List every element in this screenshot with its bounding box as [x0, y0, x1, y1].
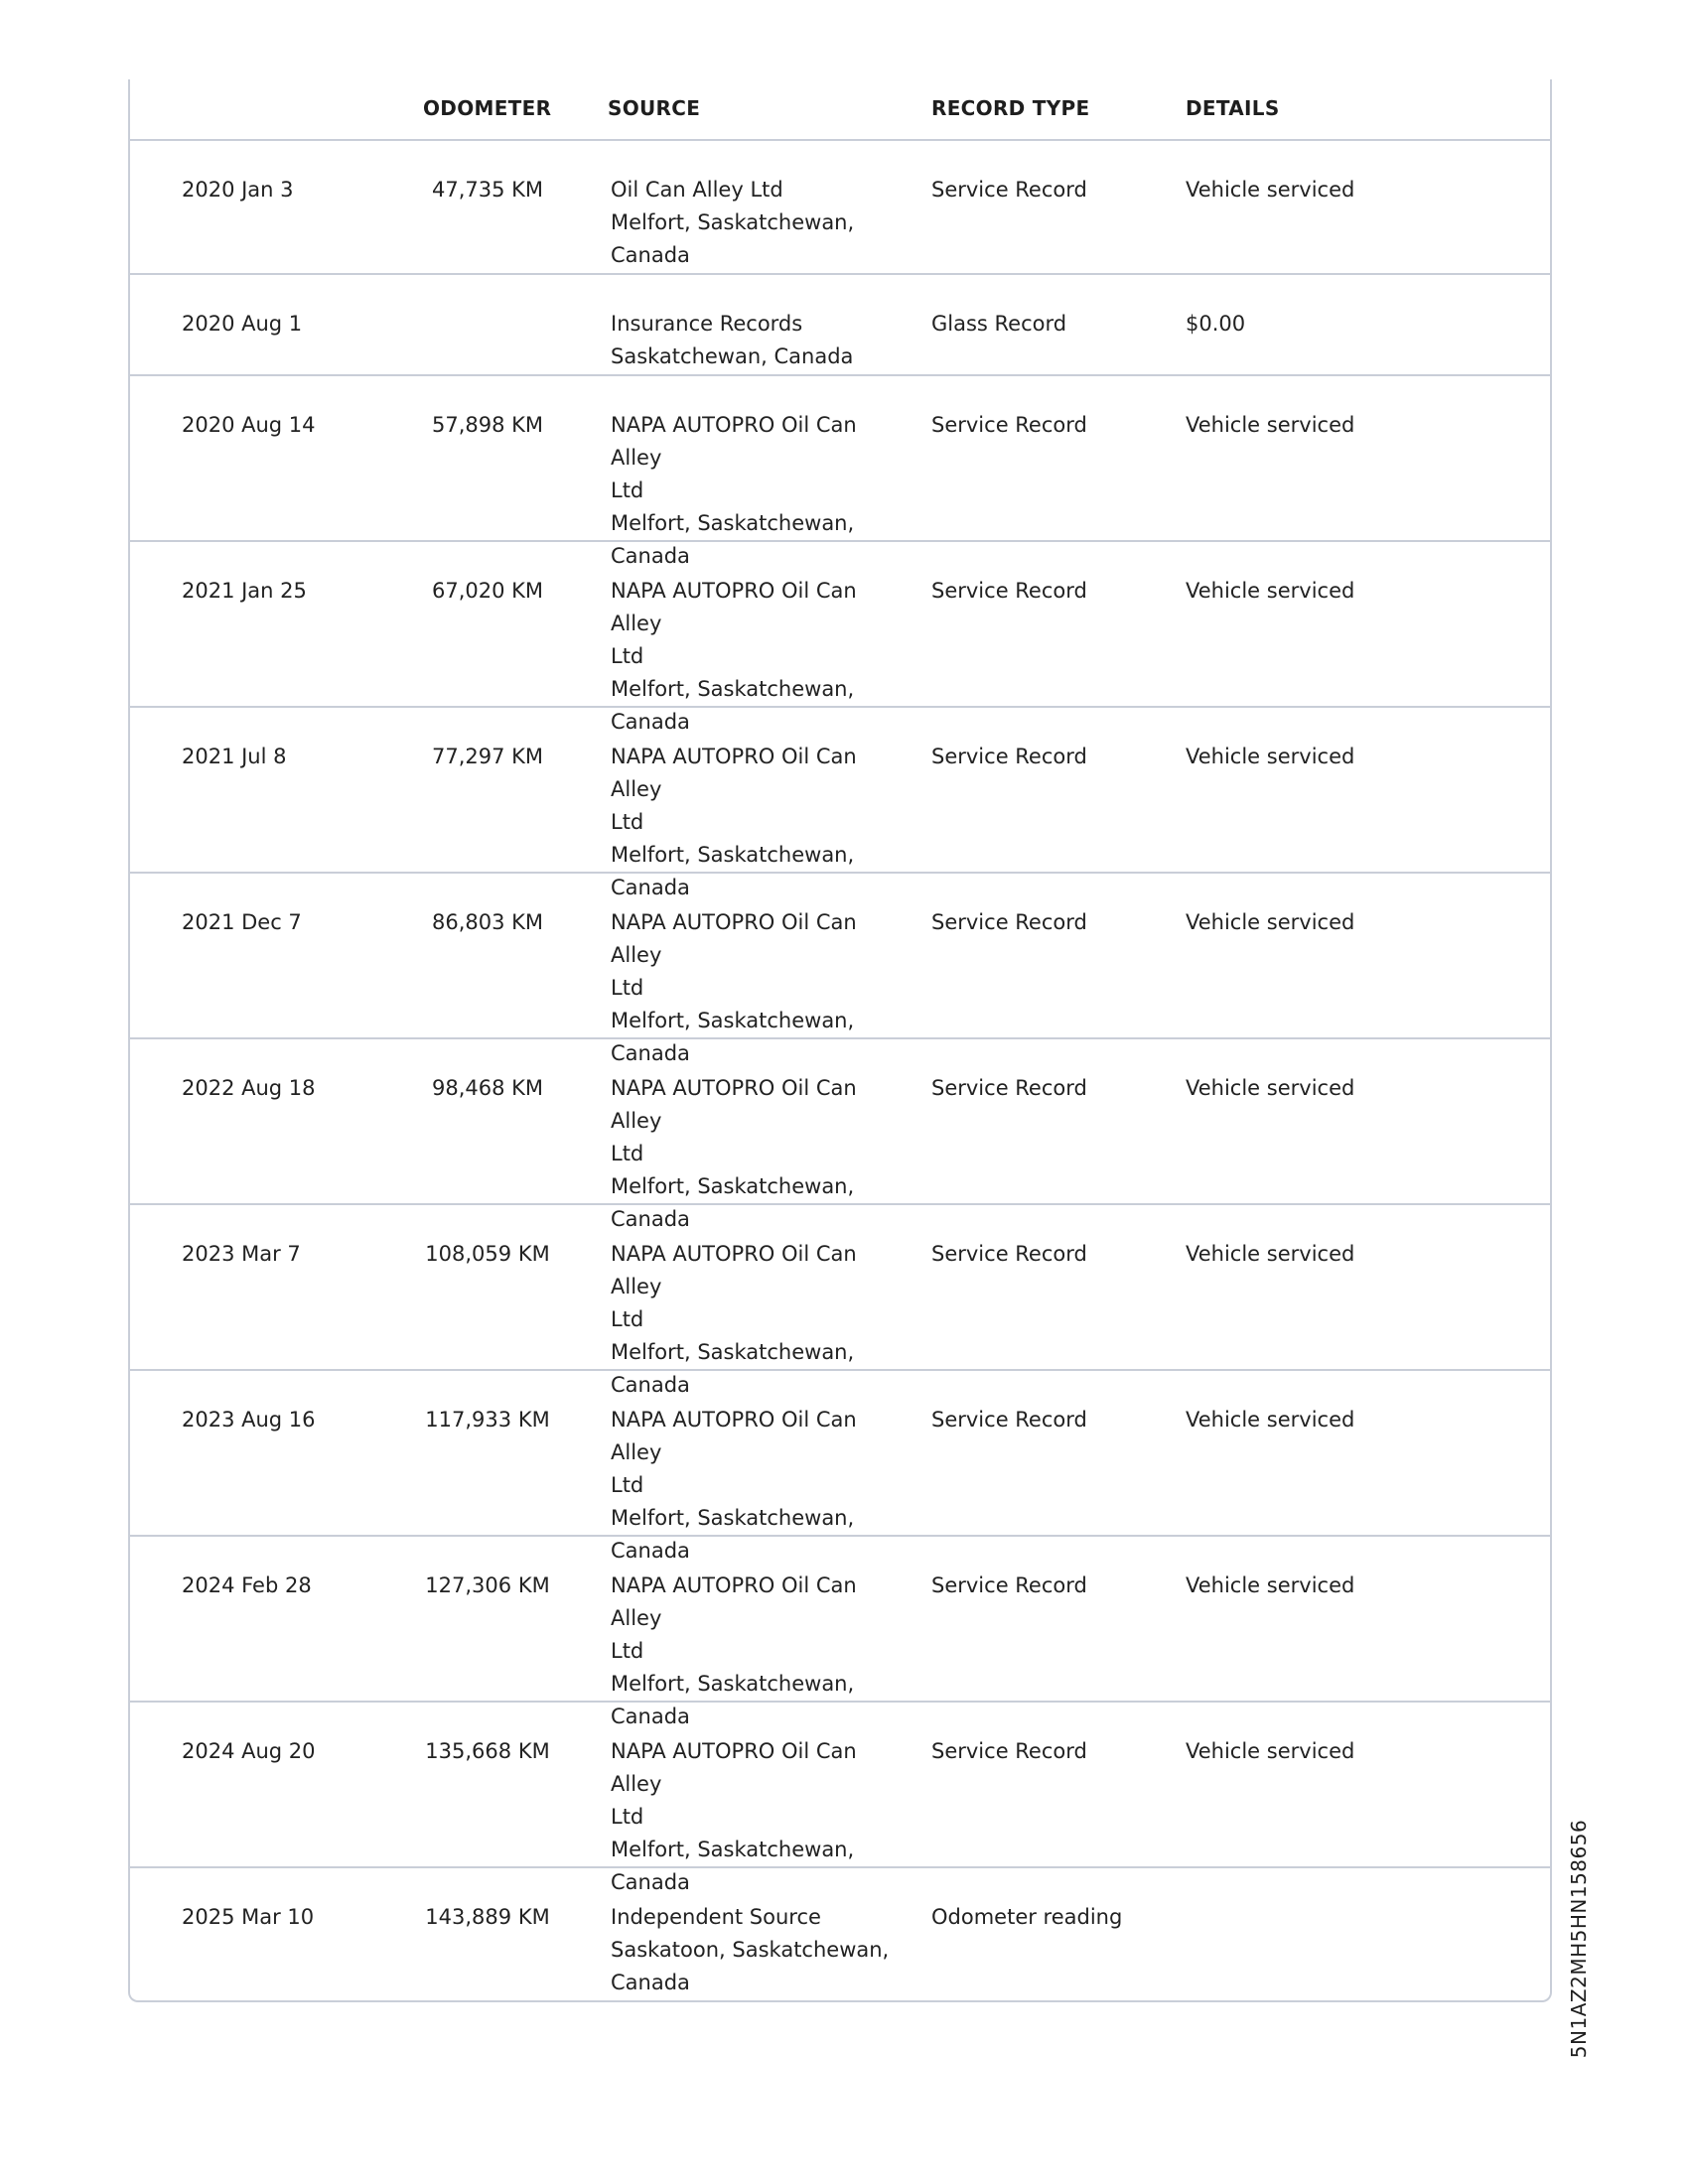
- cell-details: Vehicle serviced: [1186, 745, 1355, 768]
- cell-date: 2020 Aug 14: [182, 413, 316, 437]
- source-line: Canada: [611, 1539, 690, 1563]
- cell-record-type: Service Record: [931, 178, 1087, 202]
- cell-record-type: Service Record: [931, 1573, 1087, 1597]
- table-row: [130, 1868, 1550, 2000]
- source-line: Melfort, Saskatchewan,: [611, 511, 855, 535]
- cell-record-type: Service Record: [931, 1739, 1087, 1763]
- cell-odometer: 117,933 KM: [425, 1408, 550, 1432]
- table-header: [130, 79, 1550, 141]
- source-line: Canada: [611, 1870, 690, 1894]
- cell-details: Vehicle serviced: [1186, 1573, 1355, 1597]
- source-line: Oil Can Alley Ltd: [611, 178, 783, 202]
- table-row: [130, 1371, 1550, 1563]
- vin-number: 5N1AZ2MH5HN158656: [1567, 1819, 1591, 2059]
- source-line: Ltd: [611, 976, 644, 1000]
- cell-record-type: Service Record: [931, 1408, 1087, 1432]
- cell-details: Vehicle serviced: [1186, 413, 1355, 437]
- table-row: [130, 1205, 1550, 1397]
- cell-details: Vehicle serviced: [1186, 1242, 1355, 1266]
- table-row: [130, 542, 1550, 734]
- cell-source: [611, 1901, 909, 1999]
- source-line: Saskatchewan, Canada: [611, 344, 854, 368]
- cell-date: 2023 Aug 16: [182, 1408, 316, 1432]
- source-line: Melfort, Saskatchewan,: [611, 1672, 855, 1696]
- source-line: Melfort, Saskatchewan,: [611, 843, 855, 867]
- table-row: [130, 376, 1550, 568]
- cell-date: 2024 Aug 20: [182, 1739, 316, 1763]
- cell-odometer: 47,735 KM: [431, 178, 544, 202]
- cell-date: 2021 Jul 8: [182, 745, 287, 768]
- cell-details: Vehicle serviced: [1186, 1408, 1355, 1432]
- source-line: Ltd: [611, 1639, 644, 1663]
- source-line: NAPA AUTOPRO Oil Can Alley: [611, 1242, 857, 1298]
- cell-record-type: Service Record: [931, 910, 1087, 934]
- header-odometer: ODOMETER: [423, 96, 552, 120]
- source-line: NAPA AUTOPRO Oil Can Alley: [611, 1076, 857, 1133]
- table-body: [130, 141, 1550, 2000]
- source-line: Ltd: [611, 1142, 644, 1165]
- cell-date: 2020 Jan 3: [182, 178, 294, 202]
- header-source: SOURCE: [608, 96, 701, 120]
- source-line: Melfort, Saskatchewan,: [611, 1174, 855, 1198]
- source-line: Ltd: [611, 1473, 644, 1497]
- source-line: Ltd: [611, 478, 644, 502]
- source-line: Independent Source: [611, 1905, 821, 1929]
- source-line: Ltd: [611, 644, 644, 668]
- source-line: Canada: [611, 1705, 690, 1728]
- source-line: Ltd: [611, 810, 644, 834]
- source-line: Melfort, Saskatchewan,: [611, 1009, 855, 1032]
- source-line: NAPA AUTOPRO Oil Can Alley: [611, 745, 857, 801]
- cell-odometer: 108,059 KM: [425, 1242, 550, 1266]
- cell-source: [611, 308, 909, 373]
- cell-odometer: 57,898 KM: [431, 413, 544, 437]
- cell-date: 2023 Mar 7: [182, 1242, 301, 1266]
- header-details: DETAILS: [1186, 96, 1280, 120]
- source-line: Canada: [611, 1041, 690, 1065]
- cell-record-type: Service Record: [931, 413, 1087, 437]
- source-line: Canada: [611, 544, 690, 568]
- source-line: Melfort, Saskatchewan,: [611, 1340, 855, 1364]
- cell-source: [611, 174, 909, 272]
- source-line: Ltd: [611, 1805, 644, 1829]
- table-row: [130, 708, 1550, 899]
- source-line: Insurance Records: [611, 312, 803, 336]
- cell-date: 2020 Aug 1: [182, 312, 303, 336]
- cell-odometer: 127,306 KM: [425, 1573, 550, 1597]
- cell-date: 2021 Jan 25: [182, 579, 307, 603]
- table-row: [130, 874, 1550, 1065]
- source-line: NAPA AUTOPRO Oil Can Alley: [611, 1408, 857, 1464]
- source-line: NAPA AUTOPRO Oil Can Alley: [611, 910, 857, 967]
- source-line: Melfort, Saskatchewan,: [611, 1838, 855, 1861]
- cell-odometer: 86,803 KM: [431, 910, 544, 934]
- cell-details: Vehicle serviced: [1186, 178, 1355, 202]
- source-line: Melfort, Saskatchewan,: [611, 677, 855, 701]
- source-line: Saskatoon, Saskatchewan,: [611, 1938, 890, 1962]
- cell-details: Vehicle serviced: [1186, 1076, 1355, 1100]
- source-line: Canada: [611, 243, 690, 267]
- table-row: [130, 275, 1550, 376]
- source-line: Melfort, Saskatchewan,: [611, 210, 855, 234]
- source-line: Canada: [611, 1373, 690, 1397]
- source-line: Canada: [611, 1971, 690, 1994]
- header-record-type: RECORD TYPE: [931, 96, 1090, 120]
- cell-odometer: 77,297 KM: [431, 745, 544, 768]
- cell-date: 2024 Feb 28: [182, 1573, 312, 1597]
- source-line: NAPA AUTOPRO Oil Can Alley: [611, 1739, 857, 1796]
- source-line: Canada: [611, 710, 690, 734]
- source-line: Ltd: [611, 1307, 644, 1331]
- cell-details: Vehicle serviced: [1186, 1739, 1355, 1763]
- source-line: NAPA AUTOPRO Oil Can Alley: [611, 1573, 857, 1630]
- cell-date: 2021 Dec 7: [182, 910, 302, 934]
- cell-record-type: Service Record: [931, 1076, 1087, 1100]
- source-line: Melfort, Saskatchewan,: [611, 1506, 855, 1530]
- cell-odometer: 98,468 KM: [431, 1076, 544, 1100]
- cell-date: 2022 Aug 18: [182, 1076, 316, 1100]
- table-row: [130, 1537, 1550, 1728]
- vin-margin-label: [1564, 1819, 1594, 2059]
- cell-date: 2025 Mar 10: [182, 1905, 315, 1929]
- vehicle-history-table: [128, 79, 1552, 2002]
- cell-details: Vehicle serviced: [1186, 579, 1355, 603]
- table-row: [130, 1039, 1550, 1231]
- cell-odometer: 143,889 KM: [425, 1905, 550, 1929]
- cell-record-type: Glass Record: [931, 312, 1067, 336]
- cell-odometer: 135,668 KM: [425, 1739, 550, 1763]
- table-row: [130, 1703, 1550, 1894]
- cell-odometer: 67,020 KM: [431, 579, 544, 603]
- cell-record-type: Service Record: [931, 1242, 1087, 1266]
- cell-record-type: Service Record: [931, 579, 1087, 603]
- source-line: NAPA AUTOPRO Oil Can Alley: [611, 413, 857, 470]
- cell-details: Vehicle serviced: [1186, 910, 1355, 934]
- source-line: Canada: [611, 876, 690, 899]
- cell-record-type: Service Record: [931, 745, 1087, 768]
- source-line: NAPA AUTOPRO Oil Can Alley: [611, 579, 857, 635]
- source-line: Canada: [611, 1207, 690, 1231]
- cell-record-type: Odometer reading: [931, 1905, 1123, 1929]
- cell-details: $0.00: [1186, 312, 1246, 336]
- table-row: [130, 141, 1550, 275]
